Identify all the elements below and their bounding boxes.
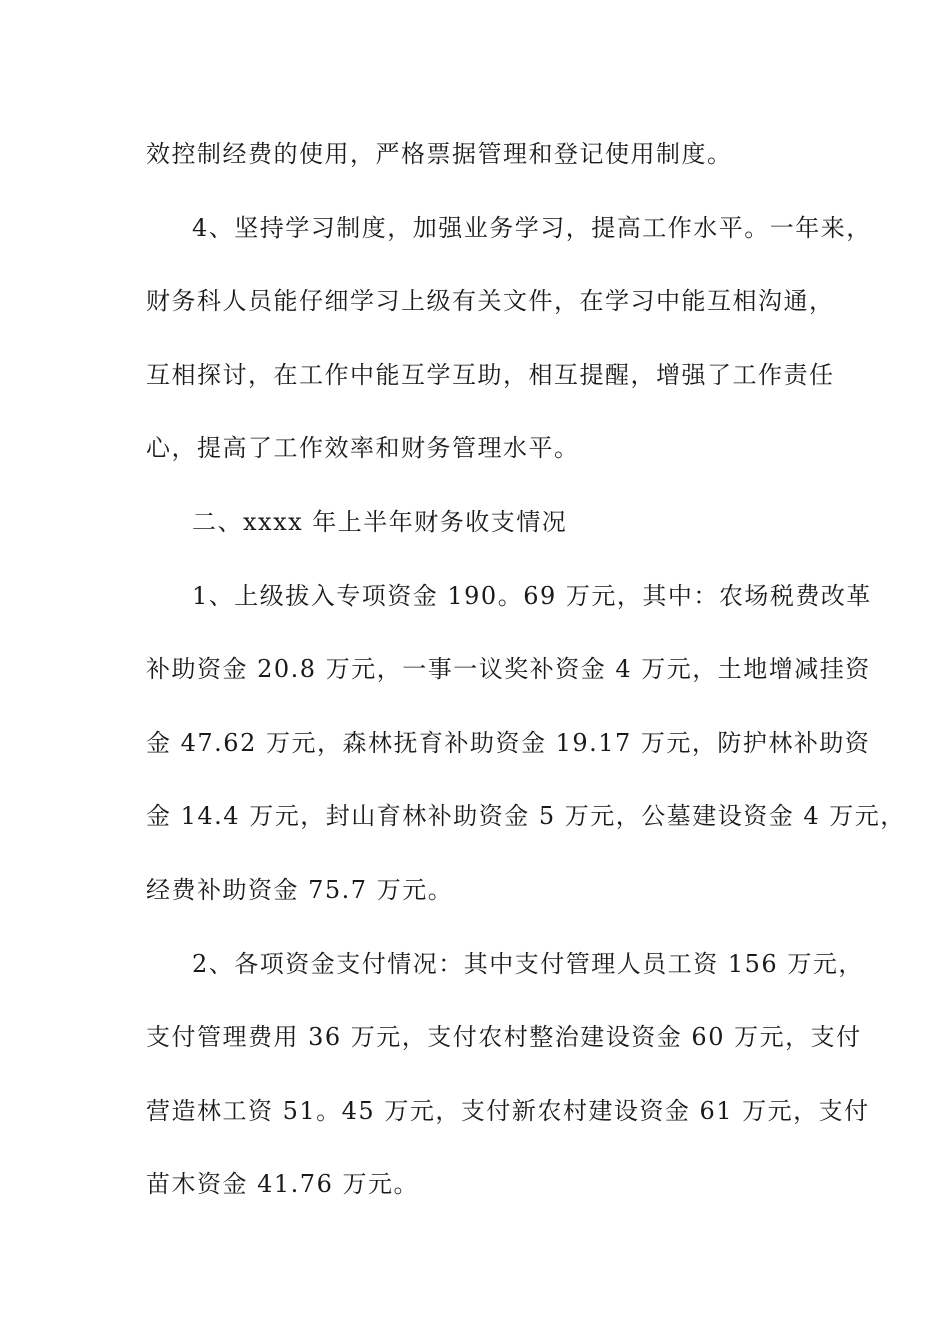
text-line: 经费补助资金 75.7 万元。 xyxy=(146,876,454,904)
text-line: 2、各项资金支付情况：其中支付管理人员工资 156 万元， xyxy=(192,950,864,978)
text-line: 支付管理费用 36 万元，支付农村整治建设资金 60 万元，支付 xyxy=(146,1023,862,1051)
text-line: 金 47.62 万元，森林抚育补助资金 19.17 万元，防护林补助资 xyxy=(146,729,871,757)
text-line: 营造林工资 51。45 万元，支付新农村建设资金 61 万元，支付 xyxy=(146,1097,870,1125)
text-line: 互相探讨，在工作中能互学互助，相互提醒，增强了工作责任 xyxy=(146,361,835,389)
section-heading: 二、xxxx 年上半年财务收支情况 xyxy=(192,508,568,536)
text-line: 4、坚持学习制度，加强业务学习，提高工作水平。一年来， xyxy=(192,214,872,242)
text-line: 效控制经费的使用，严格票据管理和登记使用制度。 xyxy=(146,140,733,168)
text-line: 心，提高了工作效率和财务管理水平。 xyxy=(146,434,580,462)
text-line: 苗木资金 41.76 万元。 xyxy=(146,1170,419,1198)
text-line: 补助资金 20.8 万元，一事一议奖补资金 4 万元，土地增减挂资 xyxy=(146,655,871,683)
text-line: 财务科人员能仔细学习上级有关文件，在学习中能互相沟通， xyxy=(146,287,835,315)
text-line: 金 14.4 万元，封山育林补助资金 5 万元，公墓建设资金 4 万元， xyxy=(146,802,906,830)
text-line: 1、上级拔入专项资金 190。69 万元，其中：农场税费改革 xyxy=(192,582,872,610)
